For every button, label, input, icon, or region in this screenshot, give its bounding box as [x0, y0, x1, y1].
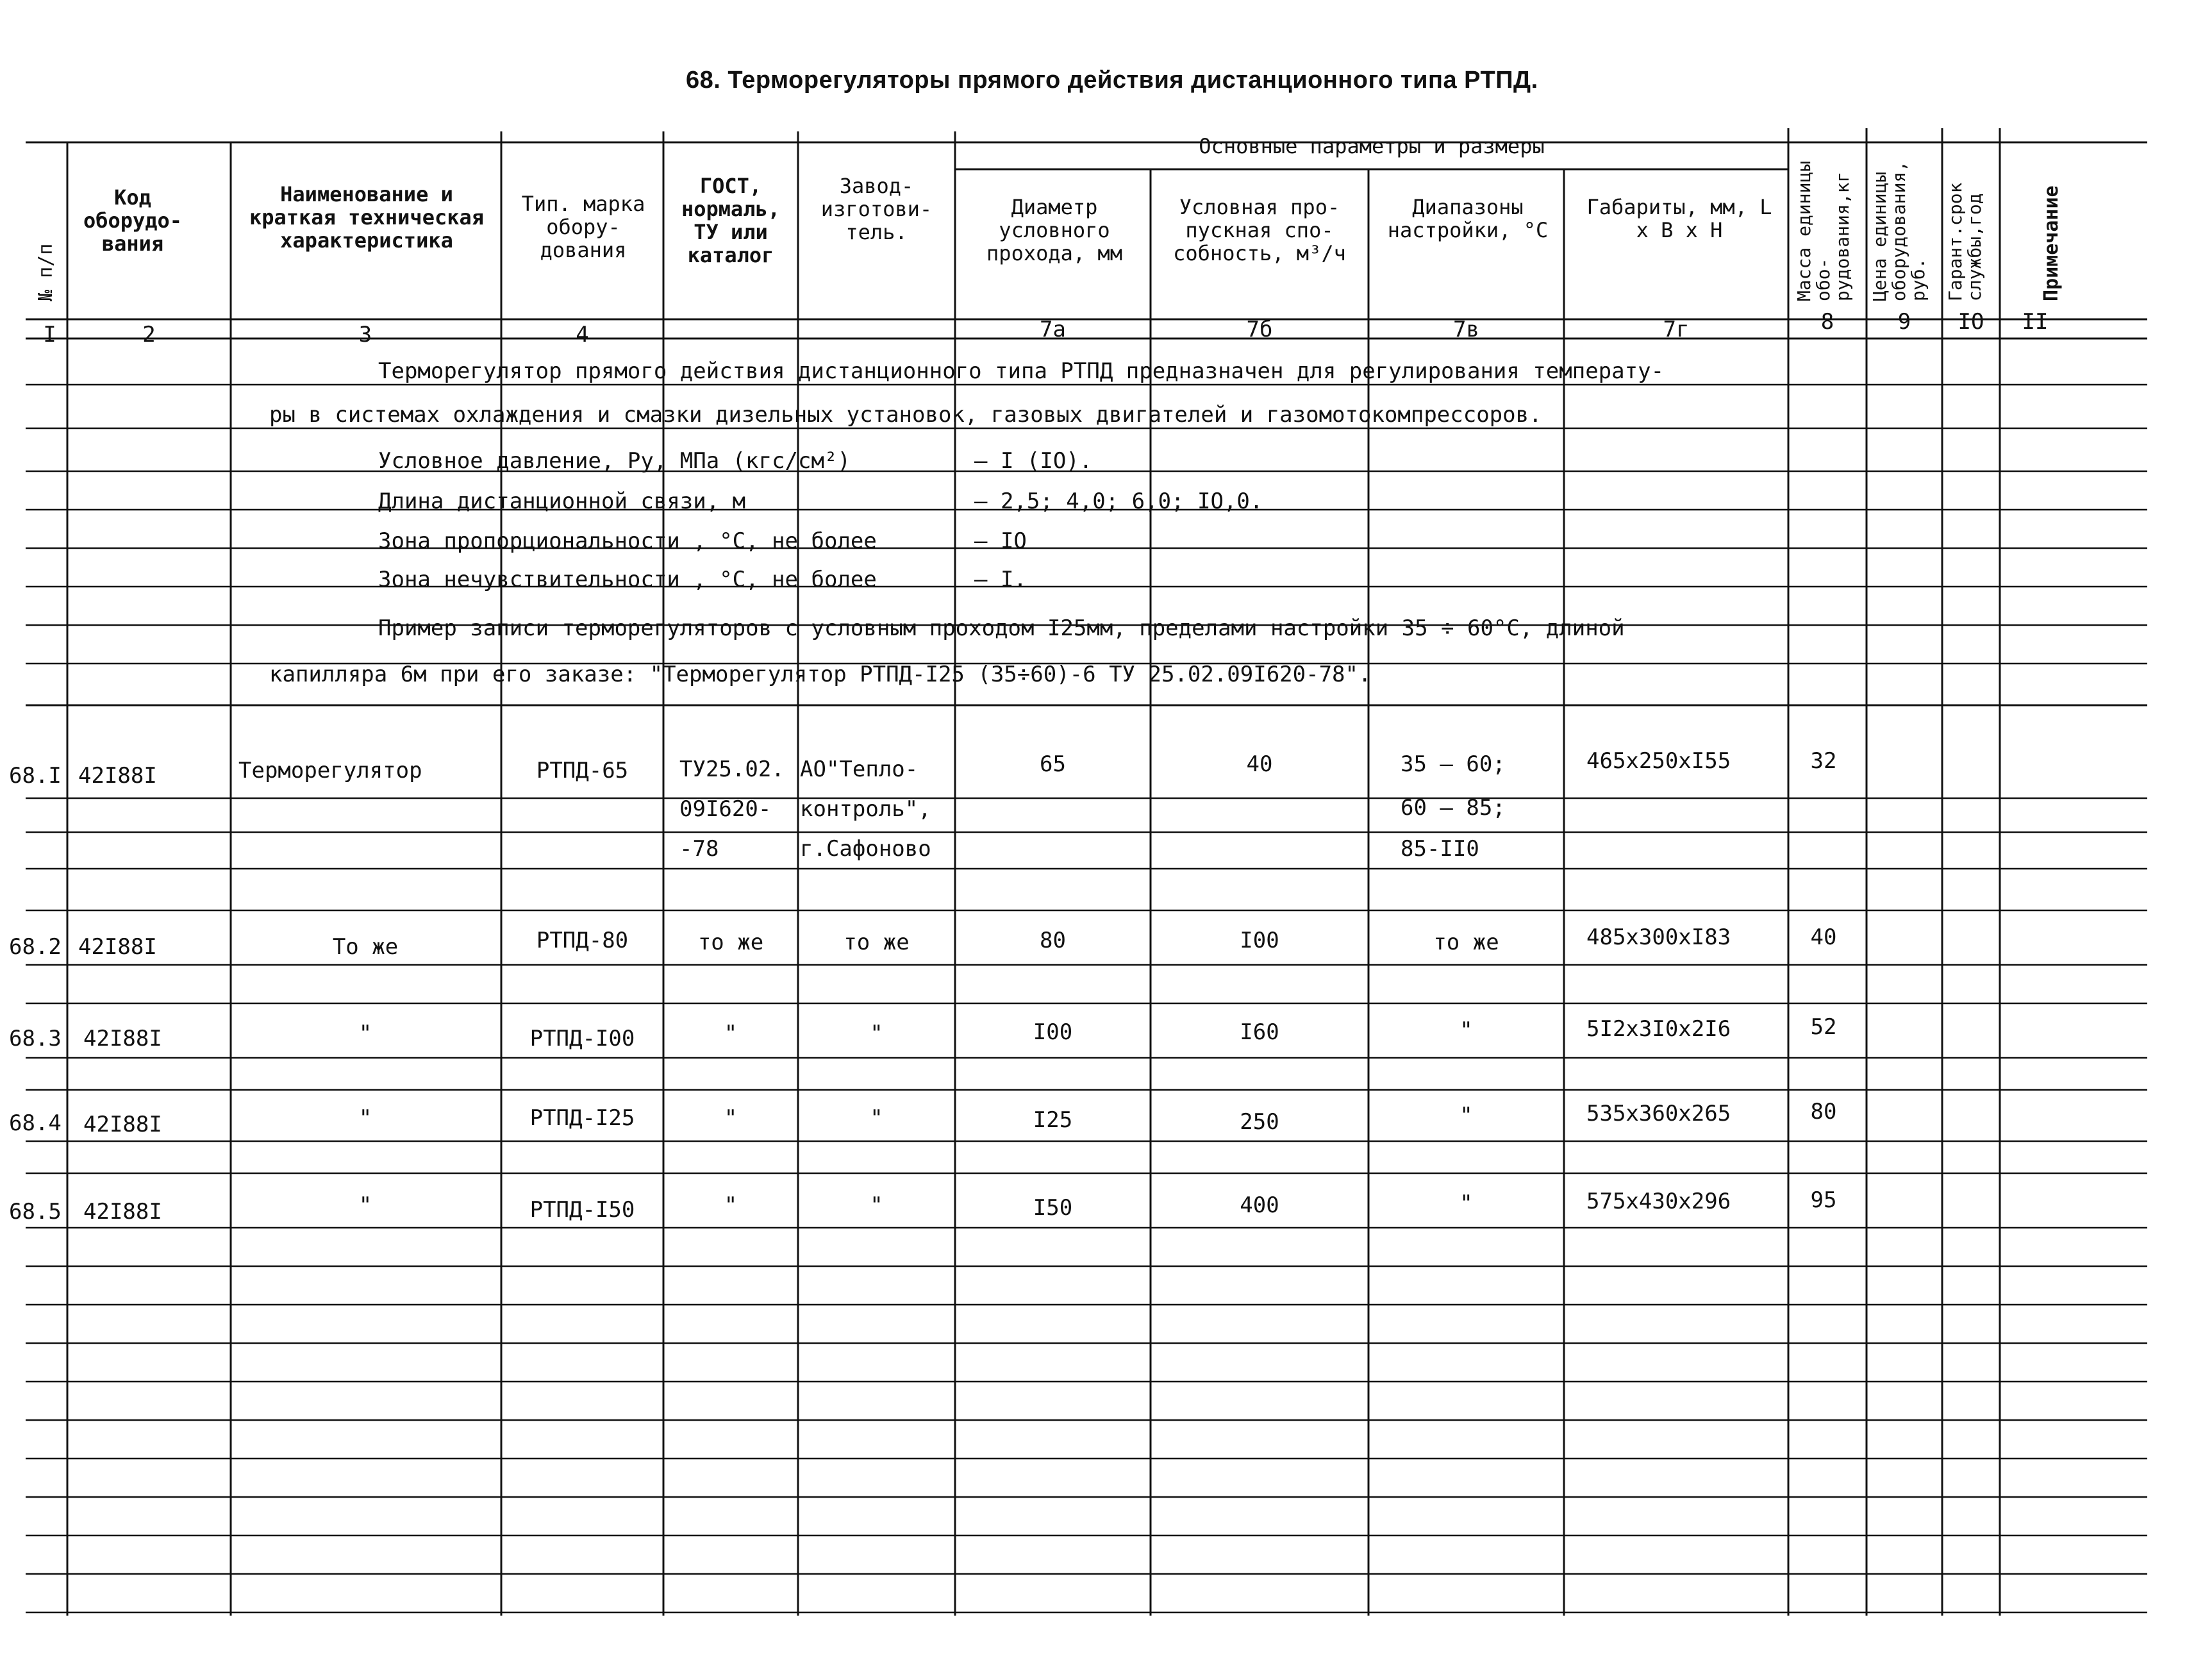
row5-type: РТПД-I50	[529, 1197, 635, 1223]
colnum-8: 8	[1820, 309, 1834, 335]
row4-dn: I25	[1033, 1107, 1073, 1133]
row3-range: "	[1459, 1017, 1473, 1043]
row5-dims: 575x430x296	[1586, 1189, 1731, 1214]
link-length-label: Длина дистанционной связи, м	[378, 489, 746, 514]
header-maker	[801, 174, 952, 244]
row2-name: То же	[332, 934, 399, 960]
row2-dn: 80	[1040, 928, 1066, 953]
row5-maker: "	[870, 1192, 883, 1218]
link-length-value: – 2,5; 4,0; 6,0; IO,0.	[974, 489, 1263, 514]
row4-gost: "	[724, 1105, 738, 1131]
proportional-zone-value: – IO	[974, 528, 1027, 554]
row1-range-2: 60 – 85;	[1401, 795, 1506, 821]
row1-range-3: 85-II0	[1401, 836, 1479, 862]
row2-num: 68.2	[9, 934, 62, 960]
row5-name: "	[358, 1192, 372, 1218]
header-name	[232, 183, 501, 252]
row1-dn: 65	[1040, 751, 1066, 777]
colnum-3: 3	[358, 322, 372, 347]
header-code	[72, 186, 194, 255]
header-group: Основные параметры и размеры	[1199, 134, 1545, 158]
row2-maker: то же	[844, 930, 910, 955]
header-maker-text: Завод-изготови-тель.	[820, 174, 933, 244]
row2-dims: 485x300xI83	[1586, 924, 1731, 950]
colnum-7v: 7в	[1453, 317, 1479, 342]
header-mass: Масса единицы обо-рудования,кг	[1793, 160, 1853, 301]
header-note: Примечание	[2040, 185, 2063, 301]
desc-line-2: ры в системах охлаждения и смазки дизельных установок, газовых двигателей и газомотокомпрессоров.	[269, 402, 1542, 428]
row2-range: то же	[1433, 930, 1499, 955]
colnum-10: IO	[1958, 309, 1984, 335]
row1-maker-3: г.Сафоново	[800, 836, 931, 862]
header-price: Цена единицы оборудования, руб.	[1869, 160, 1929, 301]
colnum-9: 9	[1897, 309, 1911, 335]
order-example-line-2: капилляра 6м при его заказе: "Терморегулятор РТПД-I25 (35÷60)-6 ТУ 25.02.09I620-78".	[269, 662, 1372, 687]
desc-line-1: Терморегулятор прямого действия дистанционного типа РТПД предназначен для регулирования температу-	[378, 358, 1665, 384]
row4-num: 68.4	[9, 1110, 62, 1136]
row5-mass: 95	[1810, 1187, 1837, 1213]
dead-zone-value: – I.	[974, 567, 1027, 592]
row2-capacity: I00	[1240, 928, 1279, 953]
colnum-7b: 7б	[1246, 317, 1273, 342]
order-example-line-1: Пример записи терморегуляторов с условным проходом I25мм, пределами настройки 35 ÷ 60°С, длиной	[378, 615, 1625, 641]
row1-maker-2: контроль",	[800, 796, 931, 822]
row4-capacity: 250	[1240, 1109, 1279, 1135]
colnum-11: II	[2022, 309, 2049, 335]
header-name-text: Наименование и краткая техническая характеристика	[249, 182, 485, 253]
dead-zone-label: Зона нечувствительности , °С, не более	[378, 567, 877, 592]
row3-gost: "	[724, 1021, 738, 1046]
row1-gost-2: 09I620-	[679, 796, 772, 822]
row5-code: 42I88I	[83, 1199, 162, 1225]
colnum-2: 2	[142, 322, 156, 347]
row1-mass: 32	[1810, 748, 1837, 774]
document-title: 68. Терморегуляторы прямого действия дистанционного типа РТПД.	[686, 67, 1538, 94]
row5-dn: I50	[1033, 1195, 1073, 1221]
row1-code: 42I88I	[78, 763, 157, 789]
row2-mass: 40	[1810, 924, 1837, 950]
row1-type: РТПД-65	[536, 758, 629, 783]
header-warranty: Гарант.срок службы,год	[1945, 182, 1985, 301]
row4-dims: 535x360x265	[1586, 1101, 1731, 1126]
header-dn: Диаметр условного прохода, мм	[986, 195, 1122, 265]
header-dims: Габариты, мм, L x B x H	[1586, 195, 1772, 242]
row3-num: 68.3	[9, 1026, 62, 1051]
row5-range: "	[1459, 1191, 1473, 1216]
row1-num: 68.I	[9, 763, 62, 789]
header-range: Диапазоны настройки, °С	[1387, 195, 1549, 242]
row3-dims: 5I2x3I0x2I6	[1586, 1016, 1731, 1042]
pressure-value: – I (IO).	[974, 448, 1093, 474]
row4-mass: 80	[1810, 1099, 1837, 1125]
colnum-4: 4	[576, 322, 589, 347]
colnum-7g: 7г	[1663, 317, 1690, 342]
header-num: № п/п	[35, 243, 57, 301]
header-type-text: Тип. марка обору-дования	[521, 192, 645, 262]
row5-capacity: 400	[1240, 1192, 1279, 1218]
row4-range: "	[1459, 1103, 1473, 1128]
header-type	[506, 192, 660, 262]
colnum-1: I	[43, 322, 56, 347]
row5-num: 68.5	[9, 1199, 62, 1225]
row3-code: 42I88I	[83, 1026, 162, 1051]
row1-dims: 465x250xI55	[1586, 748, 1731, 774]
row3-type: РТПД-I00	[529, 1026, 635, 1051]
proportional-zone-label: Зона пропорциональности , °С, не более	[378, 528, 877, 554]
row2-code: 42I88I	[78, 934, 157, 960]
colnum-7a: 7а	[1040, 317, 1066, 342]
header-cap: Условная про-пускная спо-собность, м³/ч	[1173, 195, 1346, 265]
row3-capacity: I60	[1240, 1019, 1279, 1045]
row1-capacity: 40	[1246, 751, 1273, 777]
row1-maker-1: АО"Тепло-	[800, 757, 919, 782]
row2-gost: то же	[697, 930, 764, 955]
row3-maker: "	[870, 1021, 883, 1046]
pressure-label: Условное давление, Ру, МПа (кгс/см²)	[378, 448, 851, 474]
header-gost	[667, 174, 795, 267]
row1-name: Терморегулятор	[238, 758, 422, 783]
row4-name: "	[358, 1105, 372, 1131]
row4-maker: "	[870, 1105, 883, 1131]
row3-mass: 52	[1810, 1014, 1837, 1040]
row3-dn: I00	[1033, 1019, 1073, 1045]
row2-type: РТПД-80	[536, 928, 629, 953]
row1-gost-3: -78	[679, 836, 719, 862]
header-gost-text: ГОСТ, нормаль, ТУ или каталог	[681, 174, 781, 267]
row4-type: РТПД-I25	[529, 1105, 635, 1131]
row1-gost-1: ТУ25.02.	[679, 757, 785, 782]
row4-code: 42I88I	[83, 1112, 162, 1137]
row1-range-1: 35 – 60;	[1401, 751, 1506, 777]
row3-name: "	[358, 1021, 372, 1046]
row5-gost: "	[724, 1192, 738, 1218]
header-code-text: Код оборудо-вания	[83, 185, 183, 256]
